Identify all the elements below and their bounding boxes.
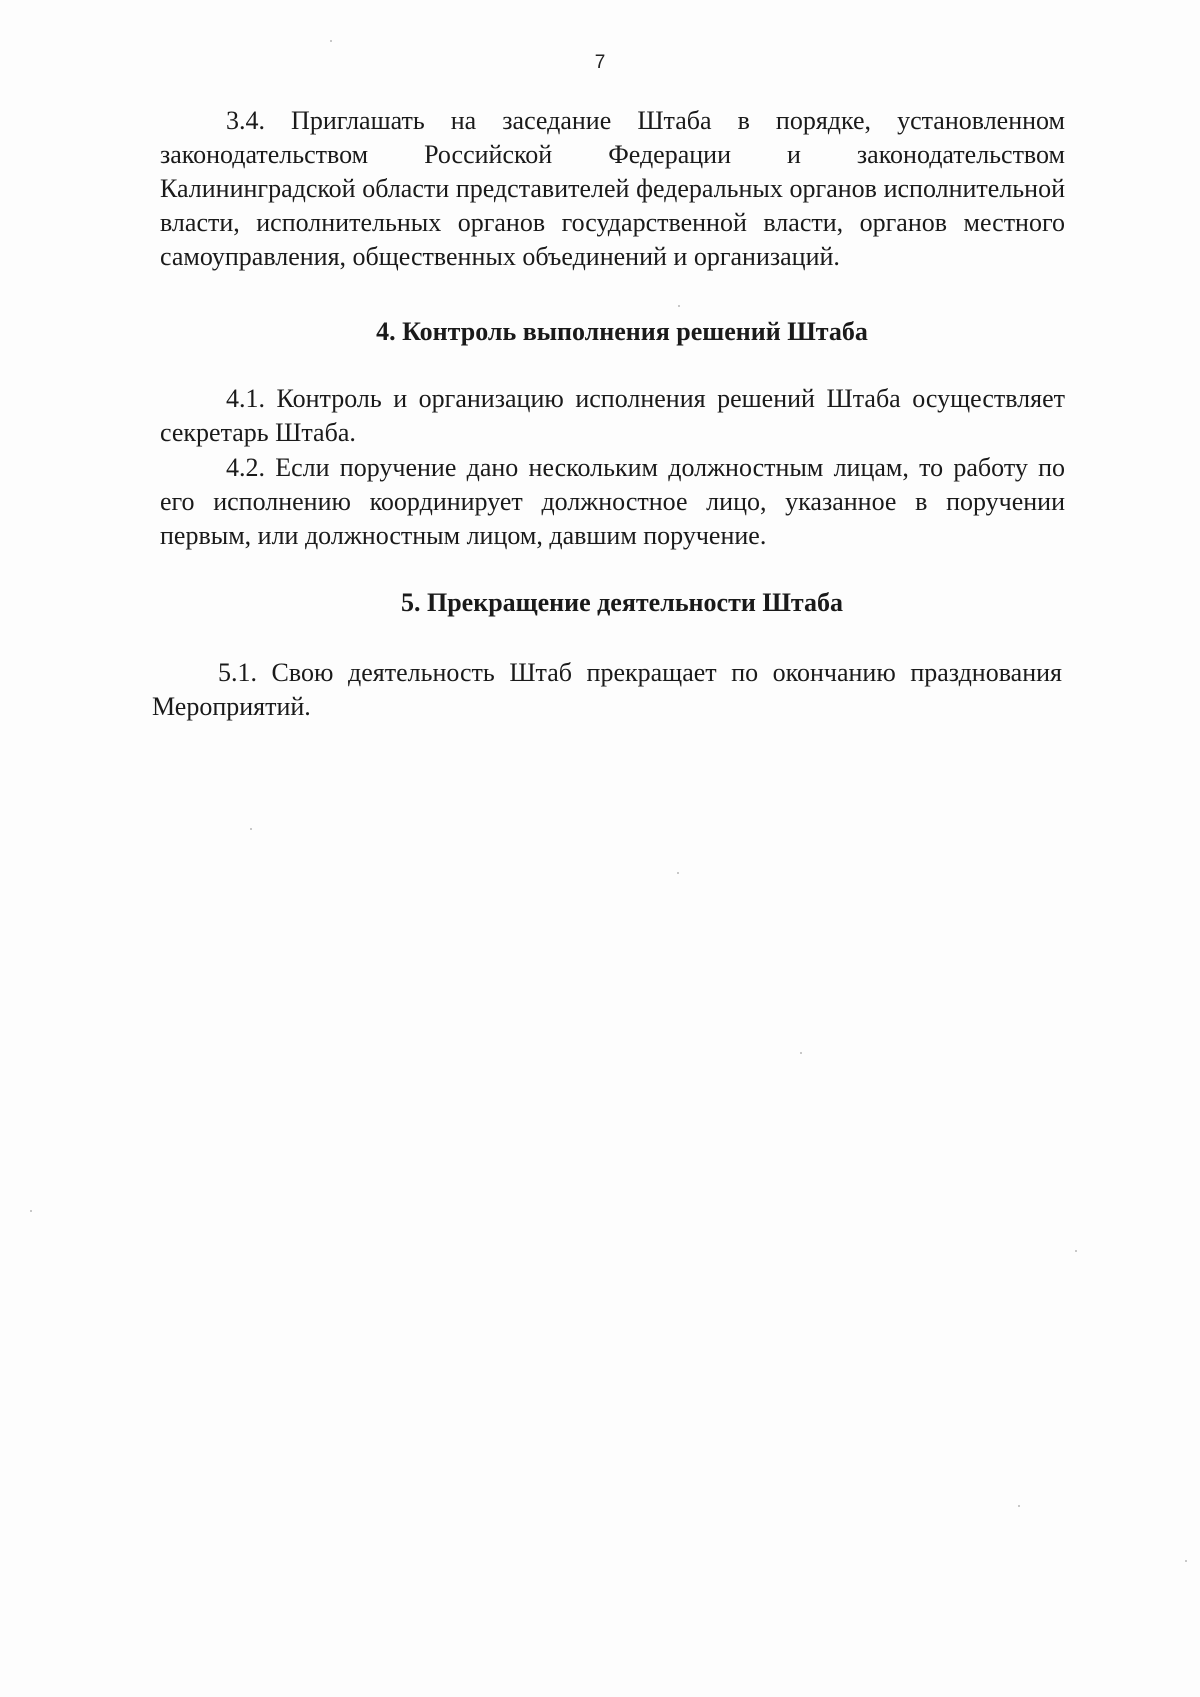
paragraph-4-2: 4.2. Если поручение дано нескольким должностным лицам, то работу по его исполнению координирует должностное лицо, указанное в поручении первым, или должностным лицом, давшим поручение. <box>160 453 1065 550</box>
scan-speck <box>1185 1560 1187 1562</box>
paragraph-4-1: 4.1. Контроль и организацию исполнения решений Штаба осуществляет секретарь Штаба. <box>160 384 1065 447</box>
scan-speck <box>30 1210 32 1212</box>
scan-speck <box>678 305 680 307</box>
scan-speck <box>1075 1250 1077 1252</box>
section-heading-5: 5. Прекращение деятельности Штаба <box>401 588 843 617</box>
paragraph-5-1: 5.1. Свою деятельность Штаб прекращает по окончанию празднования Мероприятий. <box>152 658 1062 721</box>
section-heading-4: 4. Контроль выполнения решений Штаба <box>376 317 868 346</box>
page-number: 7 <box>594 52 606 73</box>
scan-speck <box>330 40 332 42</box>
scan-speck <box>250 828 252 830</box>
paragraph-3-4: 3.4. Приглашать на заседание Штаба в порядке, установленном законодательством Российской Федерации и законодательством Калининградской области представителей федеральных органов исполнительной власти, исполнительных органов государственной власти, органов местного самоуправления, общественных объединений и организаций. <box>160 106 1065 271</box>
scan-speck <box>800 1052 802 1054</box>
scan-speck <box>677 872 679 874</box>
scan-speck <box>1018 1505 1020 1507</box>
